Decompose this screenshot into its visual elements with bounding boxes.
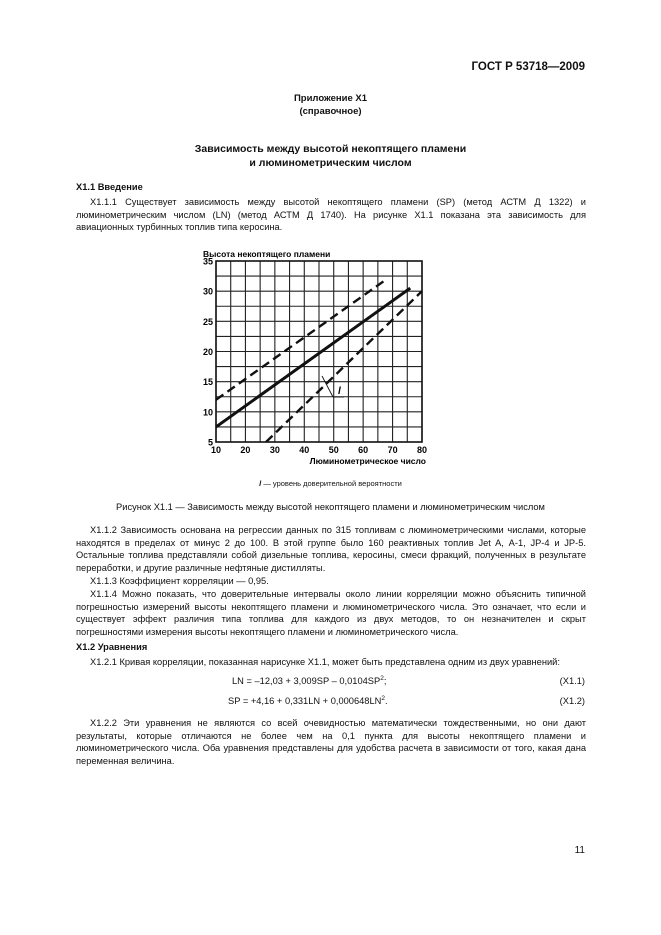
y-tick-label: 35 [202, 256, 213, 267]
legend-symbol: l [259, 479, 262, 488]
paragraph-x1-1-2: Х1.1.2 Зависимость основана на регрессии данных по 315 топливам с люминометрическими числами, которые находятся в пределах от минус 2 до 100. В этой группе было 160 реактивных топлив Jet A, А-1, JP-4 и JP-5. Остальные топлива представляли собой дизельные топлива, керосины, смеси фракций, полученных в результате переработки, и другие различные нефтяные дистилляты. [76, 525, 586, 573]
x-tick-label: 80 [416, 445, 428, 455]
paragraph-x1-2-1: Х1.2.1 Кривая корреляции, показанная нарисунке Х1.1, может быть представлена одним из двух уравнений: [90, 657, 560, 667]
x-tick-label: 20 [240, 445, 251, 455]
equation-x1-2-tail: . [384, 696, 388, 706]
page-number: 11 [574, 845, 585, 856]
equation-x1-2-main: SP = +4,16 + 0,331LN + 0,000648LN [228, 696, 382, 706]
x-tick-label: 50 [328, 445, 339, 455]
equation-x1-1-main: LN = –12,03 + 3,009SP – 0,0104SP [232, 676, 381, 686]
annex-title-line-2: и люминометрическим числом [249, 157, 412, 169]
x-tick-label: 70 [387, 445, 398, 455]
y-tick-label: 20 [202, 347, 213, 357]
x-tick-label: 60 [358, 445, 369, 455]
confidence-annotation: l [338, 386, 341, 397]
x-tick-label: 40 [299, 445, 310, 455]
equation-x1-2-number: (Х1.2) [559, 696, 585, 706]
paragraph-x1-1-4: Х1.1.4 Можно показать, что доверительные интервалы около линии корреляции можно объяснить типичной погрешностью измерений высоты некоптящего пламени и люминометрического числа. Это означает, что если и существует эффект различия типа топлива для каждого из двух методов, то он незначителен и скрыт погрешностями измерения высоты некоптящего пламени и люминометрического числа. [76, 589, 586, 637]
annex-label: Приложение Х1 [293, 93, 368, 104]
equation-x1-1-tail: ; [383, 676, 387, 686]
y-axis-title: Высота некоптящего пламени [203, 249, 331, 259]
y-tick-label: 5 [207, 437, 213, 448]
paragraph-x1-1-3: Х1.1.3 Коэффициент корреляции — 0,95. [90, 576, 269, 586]
equation-x1-2-exponent: 2 [381, 694, 385, 702]
x-tick-label: 30 [269, 445, 280, 455]
chart-figure-x1-1 [0, 245, 661, 485]
annex-title-line-1: Зависимость между высотой некоптящего пламени [194, 143, 467, 155]
section-heading-equations: Х1.2 Уравнения [76, 642, 148, 652]
annex-title [0, 142, 661, 170]
y-tick-label: 25 [202, 316, 213, 327]
annex-type: (справочное) [299, 106, 362, 117]
equation-x1-1-number: (Х1.1) [559, 676, 585, 686]
equation-x1-1 [232, 676, 386, 686]
figure-legend [0, 479, 661, 488]
equation-x1-1-exponent: 2 [380, 674, 384, 682]
figure-caption: Рисунок Х1.1 — Зависимость между высотой некоптящего пламени и люминометрическим числом [116, 502, 545, 512]
y-tick-label: 15 [202, 377, 213, 388]
paragraph-x1-1-1: Х1.1.1 Существует зависимость между высотой некоптящего пламени (SP) (метод АСТМ Д 1322) и люминометрическим числом (LN) (метод АСТМ Д 1740). На рисунке Х1.1 показана эта зависимость для авиационных турбинных топлив типа керосина. [76, 197, 586, 232]
y-tick-label: 30 [202, 286, 213, 297]
document-code: ГОСТ Р 53718—2009 [471, 61, 585, 73]
y-tick-label: 10 [202, 407, 213, 418]
x-tick-label: 10 [210, 445, 222, 455]
x-axis-title: Люминометрическое число [309, 456, 426, 466]
annex-heading [0, 92, 661, 118]
legend-text: — уровень доверительной вероятности [263, 479, 402, 488]
section-heading-introduction: Х1.1 Введение [76, 182, 143, 192]
equation-x1-2 [228, 696, 388, 706]
paragraph-x1-2-2: Х1.2.2 Эти уравнения не являются со всей очевидностью математически тождественными, но они дают результаты, которые отличаются не более чем на 0,1 пункта для высоты некоптящего пламени и люминометрического числа. Оба уравнения представлены для удобства расчета в зависимости от того, какая дана переменная величина. [76, 718, 586, 766]
